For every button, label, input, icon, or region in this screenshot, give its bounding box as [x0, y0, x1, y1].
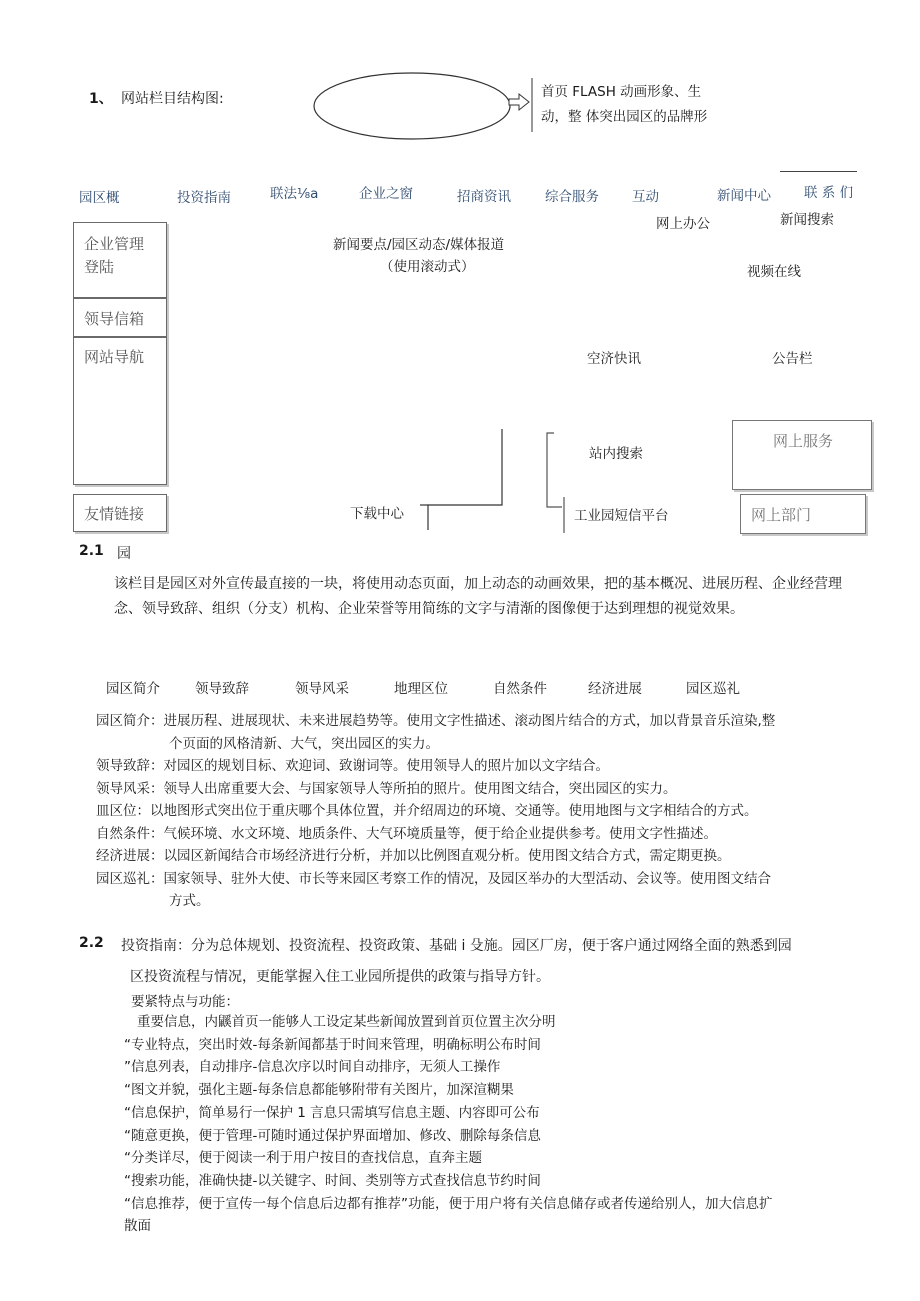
subnav-intro[interactable]: 园区简介	[106, 681, 160, 697]
notice-board-link[interactable]: 公告栏	[772, 351, 813, 367]
nav-item-investment[interactable]: 投资指南	[177, 190, 231, 206]
section-title: 网站栏目结构图:	[121, 91, 224, 107]
news-search-link[interactable]: 新闻搜索	[780, 212, 834, 228]
feature-item: “搜索功能，准确快捷-以关键字、时间、类别等方式查找信息节约时间	[124, 1172, 541, 1189]
feature-item: “分类详尽，便于阅读一利于用户按目的查找信息，直奔主题	[124, 1150, 482, 1167]
nav-item-law[interactable]: 联法⅛a	[270, 186, 319, 202]
subnav-leaders[interactable]: 领导风采	[295, 681, 349, 697]
friendly-links-box[interactable]	[73, 494, 167, 532]
news-block-line1: 新闻要点/园区动态/媒体报道	[333, 237, 505, 253]
desc-tour-line2: 方式。	[169, 893, 210, 909]
flash-note-line1: 首页 FLASH 动画形象、生	[541, 84, 702, 100]
nav-item-enterprise[interactable]: 企业之窗	[359, 186, 413, 202]
sms-platform-link[interactable]: 工业园短信平台	[574, 508, 669, 524]
section-2-1-paragraph: 该栏目是园区对外宣传最直接的一块，将使用动态页面，加上动态的动画效果，把的基本概况、进展历程、企业经营理念、领导致辞、组织（分支）机构、企业荣誉等用简练的文字与清渐的图像便于达到理想的视觉效果。	[114, 576, 842, 617]
subnav-nature[interactable]: 自然条件	[493, 681, 547, 697]
nav-item-merchants[interactable]: 招商资讯	[457, 189, 511, 205]
online-service-box[interactable]	[732, 420, 872, 490]
feature-item: “专业特点，突出时效-每条新闻都基于时间来管理，明确标明公布时间	[124, 1036, 541, 1053]
subnav-tour[interactable]: 园区巡礼	[686, 681, 740, 697]
feature-item: 重要信息，内鼷首页一能够人工设定某些新闻放置到首页位置主次分明	[137, 1014, 556, 1030]
features-list	[124, 1011, 773, 1238]
site-nav-label: 网站导航	[84, 348, 145, 366]
feature-item: “随意更换，便于管理-可随时通过保护界面增加、修改、删除每条信息	[124, 1127, 541, 1144]
site-navigation-box[interactable]	[73, 337, 167, 485]
nav-item-news[interactable]: 新闻中心	[717, 188, 771, 204]
feature-item: 散面	[124, 1218, 151, 1235]
site-search-link[interactable]: 站内搜索	[589, 446, 643, 462]
desc-speech: 领导致辞：对园区的规划目标、欢迎词、致谢词等。使用领导人的照片加以文字结合。	[96, 758, 609, 774]
leader-mailbox-box[interactable]	[73, 298, 167, 337]
features-title: 要紧特点与功能：	[131, 994, 239, 1010]
desc-nature: 自然条件：气候环境、水文环境、地质条件、大气环境质量等，便于给企业提供参考。使用文字性描述。	[96, 825, 717, 842]
nav-item-contact[interactable]: 联 系 们	[804, 185, 854, 201]
online-department-label: 网上部门	[751, 506, 812, 524]
nav-item-park[interactable]: 园区概	[79, 190, 120, 206]
subsection-descriptions	[96, 710, 775, 913]
flash-note-line2: 动，整 体突出园区的品牌形	[541, 109, 708, 125]
desc-intro-line1: 园区简介：进展历程、进展现状、未来进展趋势等。使用文字性描述、滚动图片结合的方式，加以背景音乐渲染,整	[96, 713, 776, 729]
feature-item: “信息保护，简单易行一保护 1 言息只需填写信息主题、内容即可公布	[124, 1104, 540, 1121]
online-department-box[interactable]	[740, 494, 866, 534]
online-service-label: 网上服务	[773, 432, 834, 450]
airport-news-link[interactable]: 空济快讯	[587, 351, 641, 367]
online-office-link[interactable]: 网上办公	[656, 216, 710, 232]
desc-economy: 经济进展：以园区新闻结合市场经济进行分析，并加以比例图直观分析。使用图文结合方式，需定期更换。	[96, 848, 731, 864]
section-2-2-line2: 区投资流程与情况，更能掌握入住工业园所提供的政策与指导方针。	[130, 969, 550, 985]
subnav-economy[interactable]: 经济进展	[588, 681, 642, 697]
section-2-1-number: 2.1	[79, 543, 104, 559]
video-online-link[interactable]: 视频在线	[747, 264, 801, 280]
download-bracket	[420, 425, 510, 535]
feature-item: ”信息列表，自动排序-信息次序以时间自动排序，无须人工操作	[124, 1059, 501, 1076]
desc-tour-line1: 园区巡礼：国家领导、驻外大使、市长等来园区考察工作的情况，及园区举办的大型活动、会议等。使用图文结合	[96, 870, 771, 887]
flash-ellipse	[314, 73, 510, 139]
desc-leaders: 领导风采：领导人出席重要大会、与国家领导人等所拍的照片。使用图文结合，突出园区的实力。	[96, 780, 677, 797]
section-2-2-number: 2.2	[79, 935, 104, 951]
enterprise-login-box[interactable]	[73, 222, 167, 298]
arrow-right-icon	[509, 94, 529, 110]
feature-item: “信息推荐，便于宣传一每个信息后边都有推荐”功能，便于用户将有关信息储存或者传递给别人，加大信息扩	[124, 1195, 773, 1212]
desc-intro-line2: 个页面的风格清新、大气，突出园区的实力。	[169, 735, 439, 752]
section-2-2-line1: 投资指南：分为总体规划、投资流程、投资政策、基础 i 殳施。园区厂房，便于客户通过网络全面的熟悉到园	[121, 938, 792, 954]
nav-item-interaction[interactable]: 互动	[632, 189, 659, 205]
subnav-location[interactable]: 地理区位	[394, 681, 448, 697]
feature-item: “图文并貌，强化主题-每条信息都能够附带有关图片，加深渲糊果	[124, 1082, 514, 1099]
divider-rule	[780, 171, 857, 172]
login-label-line2: 登陆	[84, 258, 115, 276]
nav-item-services[interactable]: 综合服务	[545, 189, 599, 205]
flash-diagram	[305, 70, 540, 150]
mailbox-label: 领导信箱	[84, 310, 145, 328]
login-label-line1: 企业管理	[84, 235, 145, 253]
section-2-1-title: 园	[117, 546, 131, 562]
desc-location: 皿区位：以地图形式突出位于重庆哪个具体位置，并介绍周边的环境、交通等。使用地图与文字相结合的方式。	[96, 803, 758, 819]
download-center-link[interactable]: 下载中心	[350, 506, 404, 522]
section-number: 1、	[89, 91, 113, 107]
links-label: 友情链接	[84, 505, 145, 523]
news-block-line2: （使用滚动式）	[380, 259, 475, 275]
subnav-speech[interactable]: 领导致辞	[195, 681, 249, 697]
